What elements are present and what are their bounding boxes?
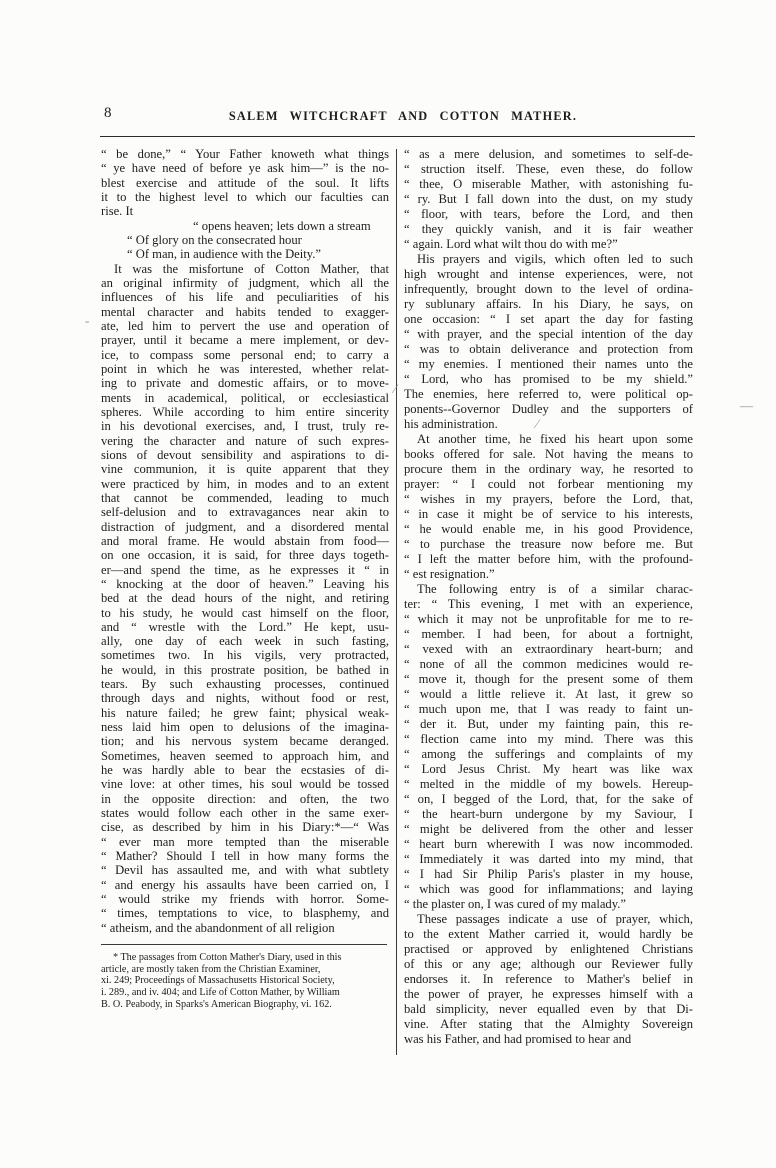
text-line: “ knocking at the door of heaven.” Leaving his xyxy=(101,576,389,591)
text-line: “ Of glory on the consecrated hour xyxy=(127,232,302,247)
text-line: “ Mather? Should I tell in how many forms the xyxy=(101,849,389,864)
text-line: “ opens heaven; lets down a stream xyxy=(193,218,371,233)
text-line: rise. It xyxy=(101,204,134,219)
text-line: vine love: at other times, his soul would be tossed xyxy=(101,777,389,792)
text-line: tears. By such exhausting processes, continued xyxy=(101,677,389,692)
text-line: the power of prayer, he expresses himself with a xyxy=(404,987,693,1001)
text-line: ponents--Governor Dudley and the supporters of xyxy=(404,402,693,416)
text-line: “ in case it might be of service to his interests, xyxy=(404,507,693,521)
right-column-text xyxy=(404,147,693,1047)
paragraph xyxy=(404,147,693,252)
header-rule xyxy=(100,136,695,137)
text-line: blest exercise and attitude of the soul. It lifts xyxy=(101,175,389,190)
text-line: he was hardly able to bear the ecstasies of di- xyxy=(101,763,389,778)
text-line: “ der it. But, under my fainting pain, this re- xyxy=(404,717,693,731)
text-line: “ member. I had been, for about a fortnight, xyxy=(404,627,693,641)
text-line: “ among the sufferings and complaints of my xyxy=(404,747,693,761)
text-line: ally, one day of each week in such fasting, xyxy=(101,634,389,649)
text-line: and “ wrestle with the Lord.” He kept, usu- xyxy=(101,619,389,634)
text-line: These passages indicate a use of prayer, which, xyxy=(417,912,693,926)
text-line: “ Immediately it was darted into my mind, that xyxy=(404,852,693,866)
text-line: The enemies, here referred to, were political op- xyxy=(404,387,693,401)
text-line: vine. After stating that the Almighty Sovereign xyxy=(404,1017,693,1031)
text-line: “ my enemies. I mentioned their names unto the xyxy=(404,357,693,371)
footnote xyxy=(101,944,389,1011)
text-line: distraction of judgment, and a disordered mental xyxy=(101,519,389,534)
text-line: endorses it. In reference to Mather's belief in xyxy=(404,972,693,986)
text-line: “ ever man more tempted than the miserable xyxy=(101,834,389,849)
pencil-mark: ⁄ xyxy=(394,381,397,396)
text-line: vine communion, it is quite apparent that they xyxy=(101,462,389,477)
text-line: “ I had Sir Philip Paris's plaster in my house, xyxy=(404,867,693,881)
text-line: spheres. While according to him entire sincerity xyxy=(101,404,389,419)
text-line: “ atheism, and the abandonment of all religion xyxy=(101,920,335,935)
text-line: his nature failed; he grew faint; physical weak- xyxy=(101,705,389,720)
text-line: xi. 249; Proceedings of Massachusetts Historical Society, xyxy=(101,975,335,987)
text-line: “ again. Lord what wilt thou do with me?” xyxy=(404,237,618,251)
text-line: His prayers and vigils, which often led to such xyxy=(417,252,693,266)
text-line: “ be done,” “ Your Father knoweth what things xyxy=(101,147,389,161)
text-line: Sometimes, heaven seemed to approach him, and xyxy=(101,748,389,763)
right-column xyxy=(404,147,693,1047)
text-line: “ move it, though for the present some of them xyxy=(404,672,693,686)
text-line: tion; and his nervous system became deranged. xyxy=(101,734,389,749)
text-line: ness laid him open to delusions of the imagina- xyxy=(101,720,389,735)
verse-block xyxy=(101,219,389,262)
text-line: “ the plaster on, I was cured of my malady.” xyxy=(404,897,626,911)
text-line: “ floor, with tears, before the Lord, and then xyxy=(404,207,693,221)
footnote-text xyxy=(101,952,389,1011)
text-line: point in which he was interested, whether relat- xyxy=(101,361,389,376)
text-line: er—and spend the time, as he expresses it “ in xyxy=(101,562,389,577)
paragraph xyxy=(101,262,389,935)
text-line: “ none of all the common medicines would re- xyxy=(404,657,693,671)
text-line: “ ry. But I fall down into the dust, on my study xyxy=(404,192,693,206)
text-line: prayer, until it became a mere implement, or dev- xyxy=(101,333,389,348)
text-line: “ times, temptations to vice, to blasphemy, and xyxy=(101,906,389,921)
text-line: article, are mostly taken from the Christian Examiner, xyxy=(101,963,321,975)
text-line: ter: “ This evening, I met with an experience, xyxy=(404,597,693,611)
text-line: “ on, I begged of the Lord, that, for the sake of xyxy=(404,792,693,806)
text-line: bald simplicity, never equalled even by that Di- xyxy=(404,1002,693,1016)
text-line: “ est resignation.” xyxy=(404,567,495,581)
column-divider xyxy=(396,149,397,1055)
text-line: The following entry is of a similar charac- xyxy=(417,582,693,596)
text-line: “ struction itself. These, even these, do follow xyxy=(404,162,693,176)
text-line: procure them in the ordinary way, he resorted to xyxy=(404,462,693,476)
text-line: practised or approved by enlightened Christians xyxy=(404,942,693,956)
text-line: “ they quickly vanish, and it is fair weather xyxy=(404,222,693,236)
text-line: prayer: “ I could not forbear mentioning my xyxy=(404,477,693,491)
text-line: “ Lord Jesus Christ. My heart was like wax xyxy=(404,762,693,776)
text-line: an original infirmity of judgment, which all the xyxy=(101,275,389,290)
text-line: At another time, he fixed his heart upon some xyxy=(417,432,693,446)
text-line: “ to purchase the treasure now before me. But xyxy=(404,537,693,551)
paragraph xyxy=(404,252,693,432)
text-line: ate, led him to pervert the use and operation of xyxy=(101,318,389,333)
pencil-mark: — xyxy=(740,398,753,413)
text-line: “ Of man, in audience with the Deity.” xyxy=(127,247,321,262)
text-line: “ would a little relieve it. At last, it grew so xyxy=(404,687,693,701)
text-line: in the opposite direction: and often, the two xyxy=(101,791,389,806)
text-line: “ vexed with an extraordinary heart-burn; and xyxy=(404,642,693,656)
text-line: of this or any age; although our Reviewer fully xyxy=(404,957,693,971)
text-line: “ I left the matter before him, with the profound- xyxy=(404,552,693,566)
text-line: vering the character and nature of such expres- xyxy=(101,433,389,448)
text-line: were practiced by him, in modes and to an extent xyxy=(101,476,389,491)
text-line: “ flection came into my mind. There was this xyxy=(404,732,693,746)
text-line: B. O. Peabody, in Sparks's American Biography, vi. 162. xyxy=(101,998,332,1010)
text-line: infrequently, brought down to the level of ordina- xyxy=(404,282,693,296)
text-line: “ as a mere delusion, and sometimes to self-de- xyxy=(404,147,693,161)
text-line: “ much upon me, that I was ready to faint un- xyxy=(404,702,693,716)
text-line: “ Lord, who has promised to be my shield.” xyxy=(404,372,693,386)
text-line: “ melted in the middle of my bowels. Hereup- xyxy=(404,777,693,791)
pencil-mark: ⁄ xyxy=(536,416,539,431)
text-line: his administration. xyxy=(404,417,498,431)
text-line: states would follow each other in the same exer- xyxy=(101,806,389,821)
paragraph xyxy=(404,912,693,1047)
text-line: * The passages from Cotton Mather's Diary, used in this xyxy=(113,952,342,964)
text-line: “ with prayer, and the special intention of the day xyxy=(404,327,693,341)
text-line: high wrought and intense experiences, were, not xyxy=(404,267,693,281)
text-line: “ the heart-burn undergone by my Saviour, I xyxy=(404,807,693,821)
text-line: ing to private and domestic affairs, or to move- xyxy=(101,376,389,391)
text-line: through days and nights, without food or rest, xyxy=(101,691,389,706)
text-line: “ and energy his assaults have been carried on, I xyxy=(101,877,389,892)
text-line: i. 289., and iv. 404; and Life of Cotton Mather, by William xyxy=(101,987,340,999)
text-line: sions of devout sensibility and aspirations to di- xyxy=(101,447,389,462)
text-line: books offered for sale. Not having the means to xyxy=(404,447,693,461)
text-line: he would, in this prostrate position, be bathed in xyxy=(101,662,389,677)
text-line: “ which was good for inflammations; and laying xyxy=(404,882,693,896)
text-line: “ would strike my friends with horror. Some- xyxy=(101,892,389,907)
text-line: bed at the dead hours of the night, and retiring xyxy=(101,591,389,606)
text-line: “ might be delivered from the other and lesser xyxy=(404,822,693,836)
paragraph xyxy=(404,432,693,582)
text-line: on one occasion, it is said, for three days togeth- xyxy=(101,548,389,563)
text-line: that cannot be commended, leading to much xyxy=(101,490,389,505)
text-line: It was the misfortune of Cotton Mather, that xyxy=(114,261,389,276)
text-line: “ wishes in my prayers, before the Lord, that, xyxy=(404,492,693,506)
text-line: “ heart burn wherewith I was now incommoded. xyxy=(404,837,693,851)
left-column xyxy=(101,147,389,1011)
text-line: in his devotional exercises, and, I trust, truly re- xyxy=(101,419,389,434)
text-line: was his Father, and had promised to hear and xyxy=(404,1032,632,1046)
text-line: “ which it may not be unprofitable for me to re- xyxy=(404,612,693,626)
text-line: cise, as described by him in his Diary:*—“ Was xyxy=(101,820,389,835)
text-line: and moral frame. He would abstain from food— xyxy=(101,533,389,548)
pencil-mark: - xyxy=(85,313,90,328)
text-line: self-delusion and to extravagances near akin to xyxy=(101,505,389,520)
left-column-text xyxy=(101,147,389,935)
page-number: 8 xyxy=(104,105,112,121)
text-line: ry sublunary affairs. In his Diary, he says, on xyxy=(404,297,693,311)
paragraph xyxy=(101,147,389,219)
text-line: sometimes two. In his vigils, very protracted, xyxy=(101,648,389,663)
text-line: “ thee, O miserable Mather, with astonishing fu- xyxy=(404,177,693,191)
text-line: “ he would enable me, in his good Providence, xyxy=(404,522,693,536)
text-line: ice, to compass some personal end; to carry a xyxy=(101,347,389,362)
text-line: influences of his life and peculiarities of his xyxy=(101,290,389,305)
text-line: to the extent Mather carried it, would hardly be xyxy=(404,927,693,941)
text-line: to his study, he would cast himself on the floor, xyxy=(101,605,389,620)
text-line: “ Devil has assaulted me, and with what subtlety xyxy=(101,863,389,878)
text-line: “ was to obtain deliverance and protection from xyxy=(404,342,693,356)
text-line: ments in academical, political, or ecclesiastical xyxy=(101,390,389,405)
text-line: “ ye have need of before ye ask him—” is the no- xyxy=(101,161,389,176)
footnote-rule xyxy=(101,944,387,945)
running-header: SALEM WITCHCRAFT AND COTTON MATHER. xyxy=(228,109,578,123)
text-line: one occasion: “ I set apart the day for fasting xyxy=(404,312,693,326)
paragraph xyxy=(404,582,693,912)
text-line: it to the highest level to which our faculties can xyxy=(101,189,389,204)
text-line: mental character and habits tended to exagger- xyxy=(101,304,389,319)
